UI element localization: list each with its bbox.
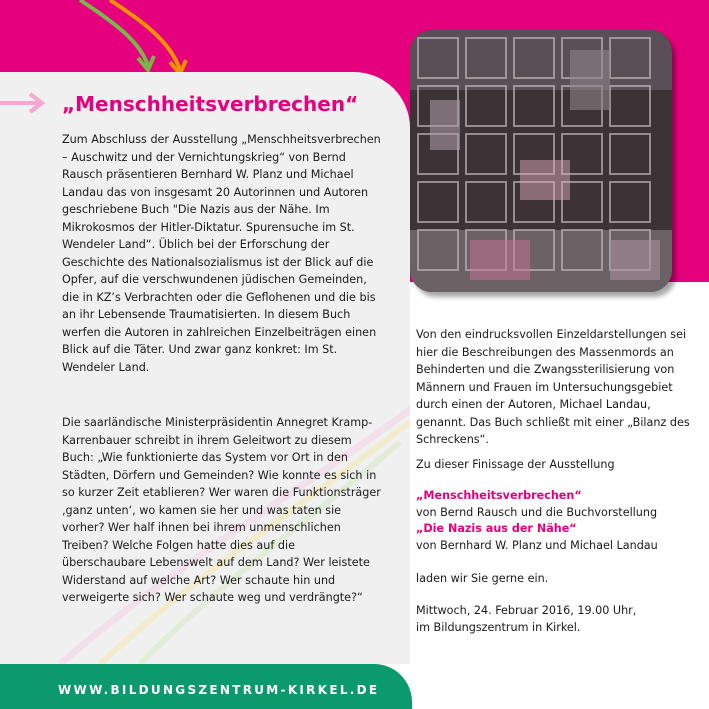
quote-paragraph: Die saarländische Ministerpräsidentin Annegret Kramp-Karrenbauer schreibt in ihrem Geleitwort zu diesem Buch: „Wie funktionierte das System vor Ort in den Städten, Dörfern und Gemeinden? Wie konnte es sich in so kurzer Zeit etablieren? Wer waren die Funktionsträger ‚ganz unten‘, wo kamen sie her und was taten sie vorher? Wer half ihnen bei ihrem unmenschlichen Treiben? Welche Folgen hatte dies auf die überschaubare Lebenswelt auf dem Land? Wer leistete Widerstand auf welche Art? Wer schaute hin und verweigerte sich? Wer schaute weg und verdrängte?“	[62, 416, 381, 604]
event-date: Mittwoch, 24. Februar 2016, 19.00 Uhr,	[416, 604, 637, 617]
photo-collage-image	[410, 30, 672, 292]
exhibition-title: „Menschheitsverbrechen“	[416, 489, 582, 502]
pink-arrow-icon	[0, 90, 48, 116]
invitation-line: laden wir Sie gerne ein.	[416, 572, 549, 585]
exhibition-photo	[410, 30, 672, 292]
event-venue: im Bildungszentrum in Kirkel.	[416, 621, 581, 634]
intro-paragraph: Zum Abschluss der Ausstellung „Menschheitsverbrechen – Auschwitz und der Vernichtungskrieg“ von Bernd Rausch präsentieren Bernhard W. Planz und Michael Landau das von insgesamt 20 Autorinnen und Autoren geschriebene Buch "Die Nazis aus der Nähe. Im Mikrokosmos der Hitler-Diktatur. Spurensuche im St. Wendeler Land“. Üblich bei der Erforschung der Geschichte des Nationalsozialismus ist der Blick auf die Opfer, auf die verschwundenen jüdischen Gemeinden, die in KZ’s Verbrachten oder die Geflohenen und die bis an ihr Lebensende Traumatisierten. In diesem Buch werfen die Autoren in zahlreichen Einzelbeiträgen einen Blick auf die Täter. Und zwar ganz konkret: Im St. Wendeler Land.	[62, 133, 381, 374]
page-title: „Menschheitsverbrechen“	[62, 92, 359, 116]
finissage-line: Zu dieser Finissage der Ausstellung	[416, 458, 615, 471]
website-link[interactable]: WWW.BILDUNGSZENTRUM-KIRKEL.DE	[58, 683, 380, 697]
green-arrow-icon	[80, 0, 148, 66]
book-title: „Die Nazis aus der Nähe“	[416, 522, 577, 535]
book-authors: von Bernhard W. Planz und Michael Landau	[416, 539, 658, 552]
description-paragraph: Von den eindrucksvollen Einzeldarstellungen sei hier die Beschreibungen des Massenmords an Behinderten und die Zwangssterilisierung von Männern und Frauen im Untersuchungsgebiet durch einen der Autoren, Michael Landau, genannt. Das Buch schließt mit einer „Bilanz des Schreckens“.	[416, 328, 690, 446]
exhibition-author: von Bernd Rausch und die Buchvorstellung	[416, 506, 658, 519]
